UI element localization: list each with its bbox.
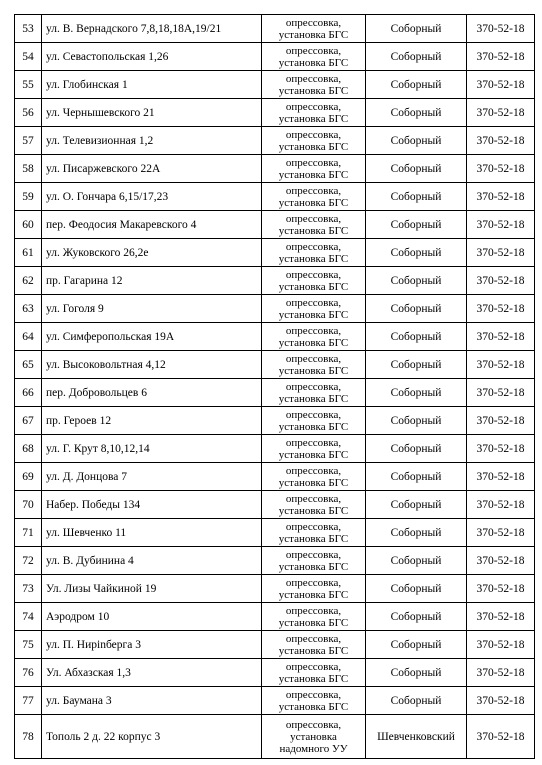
table-row [15,351,535,379]
table-row [15,71,535,99]
district-cell: Соборный [366,155,467,183]
work-type-cell [262,631,366,659]
table-body [15,15,535,759]
work-type-line: установка БГС [278,224,349,237]
row-number-cell: 56 [15,99,42,127]
work-type-line: установка БГС [278,308,349,321]
work-type-line: установка БГС [278,672,349,685]
work-type-cell [262,491,366,519]
district-cell: Шевченковский [366,715,467,759]
row-number-cell: 68 [15,435,42,463]
work-type-cell [262,239,366,267]
phone-cell: 370-52-18 [467,267,535,295]
district-cell: Соборный [366,183,467,211]
district-cell: Соборный [366,435,467,463]
work-type-cell [262,43,366,71]
work-type-line: установка БГС [278,252,349,265]
phone-cell: 370-52-18 [467,631,535,659]
district-cell: Соборный [366,687,467,715]
table-row [15,15,535,43]
row-number-cell: 55 [15,71,42,99]
work-type-line: установка БГС [278,280,349,293]
phone-cell: 370-52-18 [467,547,535,575]
work-type-cell [262,659,366,687]
phone-cell: 370-52-18 [467,659,535,687]
document-page [14,14,535,759]
work-type-line: установка БГС [278,420,349,433]
phone-cell: 370-52-18 [467,211,535,239]
table-row [15,183,535,211]
table-row [15,127,535,155]
address-cell: ул. П. Нирinберга 3 [42,631,262,659]
table-row [15,155,535,183]
row-number-cell: 78 [15,715,42,759]
address-cell: Набер. Победы 134 [42,491,262,519]
phone-cell: 370-52-18 [467,715,535,759]
table-row [15,323,535,351]
work-type-line: опрессовка, [285,548,342,561]
row-number-cell: 70 [15,491,42,519]
table-row [15,547,535,575]
row-number-cell: 71 [15,519,42,547]
table-row [15,211,535,239]
address-cell: ул. В. Дубинина 4 [42,547,262,575]
address-cell: ул. В. Вернадского 7,8,18,18А,19/21 [42,15,262,43]
row-number-cell: 64 [15,323,42,351]
work-type-cell [262,295,366,323]
table-row [15,239,535,267]
district-cell: Соборный [366,127,467,155]
district-cell: Соборный [366,323,467,351]
work-type-line: опрессовка, [285,492,342,505]
phone-cell: 370-52-18 [467,463,535,491]
address-cell: ул. Телевизионная 1,2 [42,127,262,155]
work-type-cell [262,15,366,43]
district-cell: Соборный [366,575,467,603]
table-row [15,99,535,127]
work-type-line: опрессовка, [285,604,342,617]
table-row [15,715,535,759]
work-type-cell [262,323,366,351]
district-cell: Соборный [366,603,467,631]
work-type-line: опрессовка, [285,576,342,589]
work-type-line: установка БГС [278,700,349,713]
address-cell: пр. Героев 12 [42,407,262,435]
district-cell: Соборный [366,15,467,43]
work-type-line: опрессовка, [285,352,342,365]
row-number-cell: 54 [15,43,42,71]
district-cell: Соборный [366,295,467,323]
work-type-line: надомного УУ [279,742,348,755]
work-type-line: установка БГС [278,532,349,545]
work-type-line: установка БГС [278,448,349,461]
phone-cell: 370-52-18 [467,183,535,211]
work-type-line: опрессовка, [285,436,342,449]
work-type-line: установка БГС [278,84,349,97]
phone-cell: 370-52-18 [467,519,535,547]
address-cell: ул. Гоголя 9 [42,295,262,323]
address-cell: ул. Симферопольская 19А [42,323,262,351]
district-cell: Соборный [366,71,467,99]
district-cell: Соборный [366,491,467,519]
district-cell: Соборный [366,211,467,239]
work-type-line: опрессовка, [285,100,342,113]
phone-cell: 370-52-18 [467,43,535,71]
row-number-cell: 65 [15,351,42,379]
work-type-line: опрессовка, [285,44,342,57]
district-cell: Соборный [366,463,467,491]
work-type-cell [262,687,366,715]
phone-cell: 370-52-18 [467,687,535,715]
district-cell: Соборный [366,631,467,659]
work-type-line: опрессовка, [285,632,342,645]
work-type-line: установка БГС [278,112,349,125]
row-number-cell: 74 [15,603,42,631]
row-number-cell: 59 [15,183,42,211]
work-type-cell [262,379,366,407]
address-cell: ул. Г. Крут 8,10,12,14 [42,435,262,463]
address-cell: ул. Писаржевского 22А [42,155,262,183]
work-type-cell [262,211,366,239]
district-cell: Соборный [366,547,467,575]
phone-cell: 370-52-18 [467,127,535,155]
work-type-line: установка БГС [278,392,349,405]
address-cell: ул. Чернышевского 21 [42,99,262,127]
work-type-line: установка БГС [278,504,349,517]
work-type-line: опрессовка, [285,212,342,225]
row-number-cell: 60 [15,211,42,239]
phone-cell: 370-52-18 [467,71,535,99]
work-type-cell [262,155,366,183]
work-type-cell [262,519,366,547]
table-row [15,267,535,295]
district-cell: Соборный [366,519,467,547]
address-cell: Тополь 2 д. 22 корпус 3 [42,715,262,759]
phone-cell: 370-52-18 [467,15,535,43]
work-type-line: опрессовка, [285,156,342,169]
work-type-line: опрессовка, [285,72,342,85]
work-type-cell [262,407,366,435]
work-type-cell [262,183,366,211]
row-number-cell: 62 [15,267,42,295]
address-cell: ул. Шевченко 11 [42,519,262,547]
table-row [15,491,535,519]
work-type-line: установка БГС [278,588,349,601]
table-row [15,631,535,659]
work-type-line: опрессовка, [285,240,342,253]
work-type-line: установка БГС [278,56,349,69]
district-cell: Соборный [366,43,467,71]
work-type-line: установка БГС [278,196,349,209]
address-cell: ул. Глобинская 1 [42,71,262,99]
phone-cell: 370-52-18 [467,603,535,631]
row-number-cell: 61 [15,239,42,267]
phone-cell: 370-52-18 [467,155,535,183]
phone-cell: 370-52-18 [467,323,535,351]
work-schedule-table [14,14,535,759]
work-type-cell [262,99,366,127]
work-type-line: установка БГС [278,28,349,41]
row-number-cell: 63 [15,295,42,323]
address-cell: Ул. Абхазская 1,3 [42,659,262,687]
address-cell: пр. Гагарина 12 [42,267,262,295]
work-type-line: установка [290,730,337,743]
table-row [15,659,535,687]
work-type-line: опрессовка, [285,520,342,533]
row-number-cell: 73 [15,575,42,603]
work-type-line: установка БГС [278,336,349,349]
address-cell: ул. Севастопольская 1,26 [42,43,262,71]
district-cell: Соборный [366,267,467,295]
address-cell: пер. Добровольцев 6 [42,379,262,407]
table-row [15,603,535,631]
work-type-line: установка БГС [278,560,349,573]
work-type-cell [262,715,366,759]
work-type-line: опрессовка, [285,16,342,29]
work-type-line: установка БГС [278,168,349,181]
address-cell: ул. Д. Донцова 7 [42,463,262,491]
row-number-cell: 77 [15,687,42,715]
work-type-cell [262,267,366,295]
work-type-line: опрессовка, [285,660,342,673]
work-type-line: установка БГС [278,476,349,489]
phone-cell: 370-52-18 [467,295,535,323]
address-cell: Аэродром 10 [42,603,262,631]
district-cell: Соборный [366,239,467,267]
table-row [15,379,535,407]
district-cell: Соборный [366,379,467,407]
district-cell: Соборный [366,407,467,435]
phone-cell: 370-52-18 [467,379,535,407]
work-type-cell [262,351,366,379]
table-row [15,463,535,491]
address-cell: Ул. Лизы Чайкиной 19 [42,575,262,603]
row-number-cell: 67 [15,407,42,435]
address-cell: пер. Феодосия Макаревского 4 [42,211,262,239]
district-cell: Соборный [366,659,467,687]
row-number-cell: 75 [15,631,42,659]
row-number-cell: 58 [15,155,42,183]
table-row [15,407,535,435]
table-row [15,575,535,603]
work-type-line: опрессовка, [285,268,342,281]
district-cell: Соборный [366,351,467,379]
phone-cell: 370-52-18 [467,239,535,267]
work-type-line: опрессовка, [285,128,342,141]
work-type-line: опрессовка, [285,688,342,701]
work-type-line: опрессовка, [285,718,342,731]
phone-cell: 370-52-18 [467,575,535,603]
table-row [15,295,535,323]
work-type-line: опрессовка, [285,296,342,309]
row-number-cell: 66 [15,379,42,407]
row-number-cell: 53 [15,15,42,43]
table-row [15,435,535,463]
row-number-cell: 72 [15,547,42,575]
row-number-cell: 57 [15,127,42,155]
phone-cell: 370-52-18 [467,351,535,379]
work-type-cell [262,435,366,463]
phone-cell: 370-52-18 [467,99,535,127]
work-type-cell [262,127,366,155]
address-cell: ул. Высоковольтная 4,12 [42,351,262,379]
work-type-cell [262,71,366,99]
work-type-line: установка БГС [278,616,349,629]
work-type-line: опрессовка, [285,380,342,393]
address-cell: ул. Жуковского 26,2е [42,239,262,267]
work-type-cell [262,463,366,491]
table-row [15,687,535,715]
row-number-cell: 69 [15,463,42,491]
work-type-line: опрессовка, [285,324,342,337]
phone-cell: 370-52-18 [467,435,535,463]
work-type-line: установка БГС [278,644,349,657]
work-type-cell [262,547,366,575]
table-row [15,43,535,71]
address-cell: ул. О. Гончара 6,15/17,23 [42,183,262,211]
work-type-line: опрессовка, [285,464,342,477]
address-cell: ул. Баумана 3 [42,687,262,715]
row-number-cell: 76 [15,659,42,687]
work-type-line: опрессовка, [285,408,342,421]
work-type-line: установка БГС [278,364,349,377]
district-cell: Соборный [366,99,467,127]
work-type-line: опрессовка, [285,184,342,197]
work-type-cell [262,575,366,603]
work-type-line: установка БГС [278,140,349,153]
work-type-cell [262,603,366,631]
table-row [15,519,535,547]
phone-cell: 370-52-18 [467,407,535,435]
phone-cell: 370-52-18 [467,491,535,519]
